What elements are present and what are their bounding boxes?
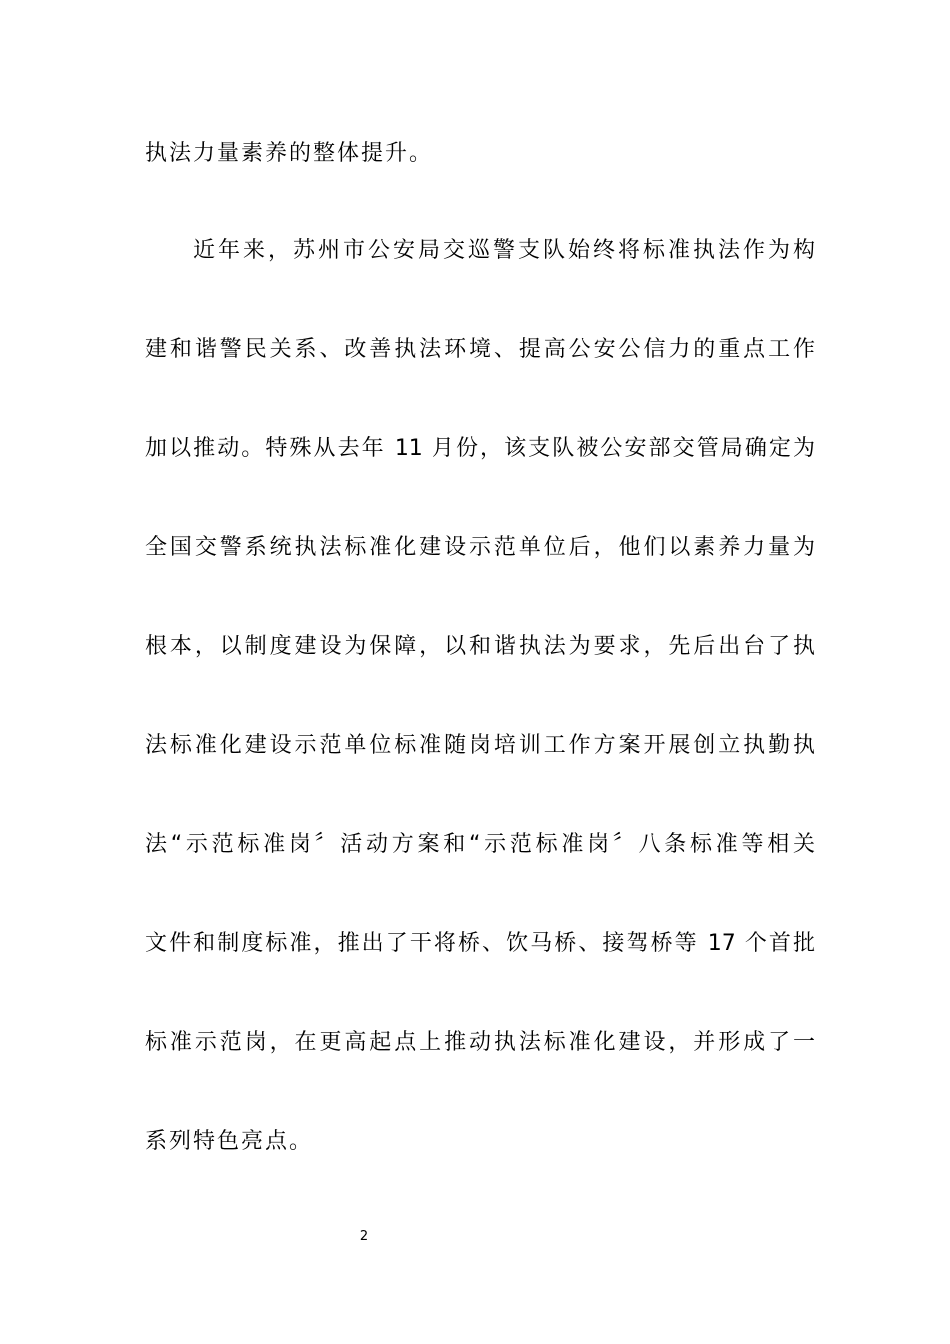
text-line-10: 标准示范岗，在更高起点上推动执法标准化建设，并形成了一 (145, 1030, 815, 1055)
text-line-11: 系列特色亮点。 (145, 1129, 314, 1154)
text-line-6: 根本，以制度建设为保障，以和谐执法为要求，先后出台了执 (145, 634, 815, 659)
paragraph-first-line: 近年来，苏州市公安局交巡警支队始终将标准执法作为构 (193, 238, 815, 263)
text-line-4: 加以推动。特殊从去年 11 月份，该支队被公安部交管局确定为 (145, 436, 815, 461)
text-line-8: 法“示范标准岗〞活动方案和“示范标准岗〞八条标准等相关 (145, 832, 815, 857)
page-number: 2 (359, 1229, 369, 1244)
text-line-7: 法标准化建设示范单位标准随岗培训工作方案开展创立执勤执 (145, 733, 815, 758)
text-line-9: 文件和制度标准，推出了干将桥、饮马桥、接驾桥等 17 个首批 (145, 931, 815, 956)
text-line-5: 全国交警系统执法标准化建设示范单位后，他们以素养力量为 (145, 535, 815, 560)
text-line-3: 建和谐警民关系、改善执法环境、提高公安公信力的重点工作 (145, 337, 815, 362)
text-line-1: 执法力量素养的整体提升。 (145, 141, 434, 166)
